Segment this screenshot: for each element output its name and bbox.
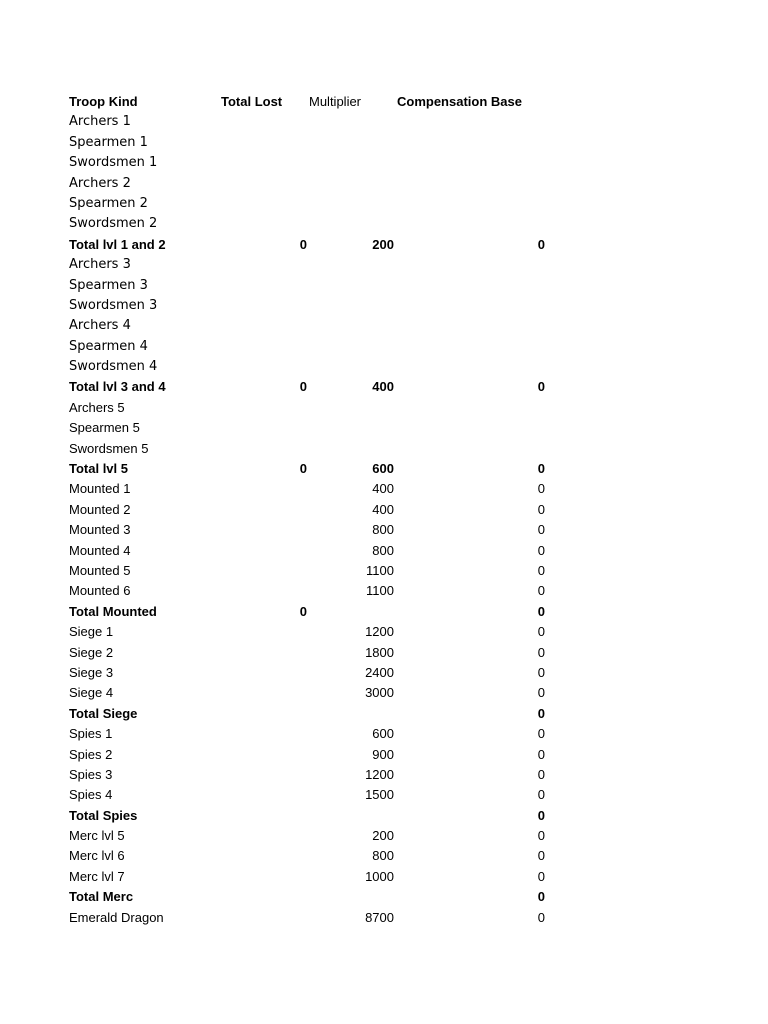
troop-kind-cell: Spies 1: [69, 726, 113, 742]
troop-kind-cell: Swordsmen 5: [69, 440, 149, 456]
compensation-cell: 0: [537, 542, 545, 558]
troop-kind-cell: Mounted 2: [69, 501, 131, 517]
compensation-cell: 0: [537, 644, 545, 660]
troop-kind-cell: Merc lvl 5: [69, 828, 125, 844]
multiplier-cell: 400: [372, 501, 394, 517]
multiplier-cell: 200: [372, 828, 394, 844]
troop-kind-cell: Mounted 1: [69, 481, 131, 497]
compensation-cell: 0: [537, 481, 545, 497]
table-row: [0, 357, 768, 377]
compensation-cell: 0: [537, 746, 545, 762]
compensation-cell: 0: [537, 685, 545, 701]
compensation-cell: 0: [537, 705, 545, 721]
multiplier-cell: 1500: [365, 787, 394, 803]
table-row: [0, 846, 768, 866]
compensation-cell: 0: [537, 522, 545, 538]
subtotal-row: [0, 806, 768, 826]
troop-kind-cell: Swordsmen 1: [69, 155, 158, 171]
total-lost-cell: 0: [299, 603, 307, 619]
subtotal-row: [0, 704, 768, 724]
troop-kind-cell: Mounted 3: [69, 522, 131, 538]
compensation-cell: 0: [537, 379, 545, 395]
compensation-cell: 0: [537, 603, 545, 619]
multiplier-cell: 400: [372, 379, 394, 395]
compensation-cell: 0: [537, 562, 545, 578]
table-row: [0, 255, 768, 275]
compensation-cell: 0: [537, 664, 545, 680]
multiplier-cell: 1200: [365, 766, 394, 782]
troop-kind-cell: Spearmen 4: [69, 338, 148, 354]
multiplier-cell: 8700: [365, 909, 394, 925]
compensation-cell: 0: [537, 787, 545, 803]
data-rows: [0, 112, 768, 928]
table-row: [0, 337, 768, 357]
table-row: [0, 826, 768, 846]
troop-kind-cell: Siege 4: [69, 685, 114, 701]
total-lost-cell: 0: [299, 461, 307, 477]
troop-kind-cell: Spies 2: [69, 746, 113, 762]
table-row: [0, 153, 768, 173]
table-row: [0, 622, 768, 642]
multiplier-cell: 3000: [365, 685, 394, 701]
troop-kind-cell: Spearmen 1: [69, 134, 148, 150]
table-row: [0, 276, 768, 296]
multiplier-cell: 400: [372, 481, 394, 497]
subtotal-row: [0, 377, 768, 397]
subtotal-row: [0, 602, 768, 622]
table-row: [0, 112, 768, 132]
table-row: [0, 316, 768, 336]
table-row: [0, 908, 768, 928]
header-multiplier: Multiplier: [309, 94, 362, 109]
troop-kind-cell: Total Spies: [69, 807, 138, 823]
table-row: [0, 296, 768, 316]
table-row: [0, 867, 768, 887]
table-row: [0, 683, 768, 703]
header-troop-kind: Troop Kind: [69, 94, 138, 109]
troop-kind-cell: Archers 1: [69, 114, 131, 130]
header-total-lost: Total Lost: [221, 94, 283, 109]
multiplier-cell: 600: [372, 461, 394, 477]
troop-kind-cell: Total Siege: [69, 705, 138, 721]
table-row: [0, 663, 768, 683]
compensation-cell: 0: [537, 236, 545, 252]
table-row: [0, 479, 768, 499]
troop-kind-cell: Archers 2: [69, 175, 131, 191]
troop-kind-cell: Total Merc: [69, 889, 134, 905]
subtotal-row: [0, 887, 768, 907]
table-row: [0, 541, 768, 561]
troop-kind-cell: Spearmen 5: [69, 420, 140, 436]
troop-kind-cell: Total Mounted: [69, 603, 157, 619]
troop-kind-cell: Swordsmen 4: [69, 359, 158, 375]
multiplier-cell: 800: [372, 848, 394, 864]
troop-kind-cell: Spearmen 3: [69, 277, 148, 293]
compensation-cell: 0: [537, 766, 545, 782]
table-row: [0, 724, 768, 744]
multiplier-cell: 1100: [366, 583, 394, 599]
compensation-cell: 0: [537, 583, 545, 599]
troop-kind-cell: Archers 4: [69, 318, 131, 334]
troop-kind-cell: Total lvl 1 and 2: [69, 236, 166, 252]
troop-compensation-sheet: [0, 92, 768, 928]
table-row: [0, 561, 768, 581]
compensation-cell: 0: [537, 461, 545, 477]
troop-kind-cell: Merc lvl 6: [69, 848, 125, 864]
table-row: [0, 581, 768, 601]
table-row: [0, 439, 768, 459]
table-row: [0, 520, 768, 540]
troop-kind-cell: Archers 5: [69, 399, 125, 415]
multiplier-cell: 1800: [365, 644, 394, 660]
troop-kind-cell: Spies 3: [69, 766, 113, 782]
table-row: [0, 398, 768, 418]
troop-kind-cell: Spearmen 2: [69, 195, 148, 211]
multiplier-cell: 900: [372, 746, 394, 762]
troop-kind-cell: Mounted 6: [69, 583, 131, 599]
multiplier-cell: 1200: [365, 624, 394, 640]
compensation-cell: 0: [537, 848, 545, 864]
troop-kind-cell: Archers 3: [69, 257, 131, 273]
multiplier-cell: 600: [372, 726, 394, 742]
compensation-cell: 0: [537, 624, 545, 640]
header-compensation-base: Compensation Base: [397, 94, 522, 109]
troop-kind-cell: Swordsmen 2: [69, 216, 158, 232]
compensation-cell: 0: [537, 909, 545, 925]
compensation-cell: 0: [537, 868, 545, 884]
compensation-cell: 0: [537, 501, 545, 517]
troop-kind-cell: Mounted 4: [69, 542, 131, 558]
multiplier-cell: 800: [372, 542, 394, 558]
compensation-cell: 0: [537, 726, 545, 742]
troop-kind-cell: Total lvl 5: [69, 461, 128, 477]
multiplier-cell: 800: [372, 522, 394, 538]
header-row: [0, 92, 768, 112]
table-row: [0, 745, 768, 765]
troop-kind-cell: Merc lvl 7: [69, 868, 125, 884]
compensation-cell: 0: [537, 807, 545, 823]
table-row: [0, 418, 768, 438]
troop-kind-cell: Mounted 5: [69, 562, 131, 578]
table-row: [0, 643, 768, 663]
troop-kind-cell: Siege 1: [69, 624, 114, 640]
multiplier-cell: 1000: [365, 868, 394, 884]
total-lost-cell: 0: [299, 379, 307, 395]
multiplier-cell: 200: [372, 236, 394, 252]
troop-kind-cell: Swordsmen 3: [69, 297, 158, 313]
table-row: [0, 500, 768, 520]
table-row: [0, 194, 768, 214]
multiplier-cell: 1100: [366, 562, 394, 578]
table-row: [0, 765, 768, 785]
compensation-cell: 0: [537, 828, 545, 844]
table-row: [0, 785, 768, 805]
table-row: [0, 133, 768, 153]
subtotal-row: [0, 459, 768, 479]
subtotal-row: [0, 235, 768, 255]
troop-kind-cell: Spies 4: [69, 787, 113, 803]
total-lost-cell: 0: [299, 236, 307, 252]
troop-kind-cell: Siege 3: [69, 664, 114, 680]
compensation-cell: 0: [537, 889, 545, 905]
table-row: [0, 214, 768, 234]
multiplier-cell: 2400: [365, 664, 394, 680]
troop-kind-cell: Emerald Dragon: [69, 909, 164, 925]
troop-kind-cell: Total lvl 3 and 4: [69, 379, 166, 395]
troop-kind-cell: Siege 2: [69, 644, 114, 660]
table-row: [0, 174, 768, 194]
